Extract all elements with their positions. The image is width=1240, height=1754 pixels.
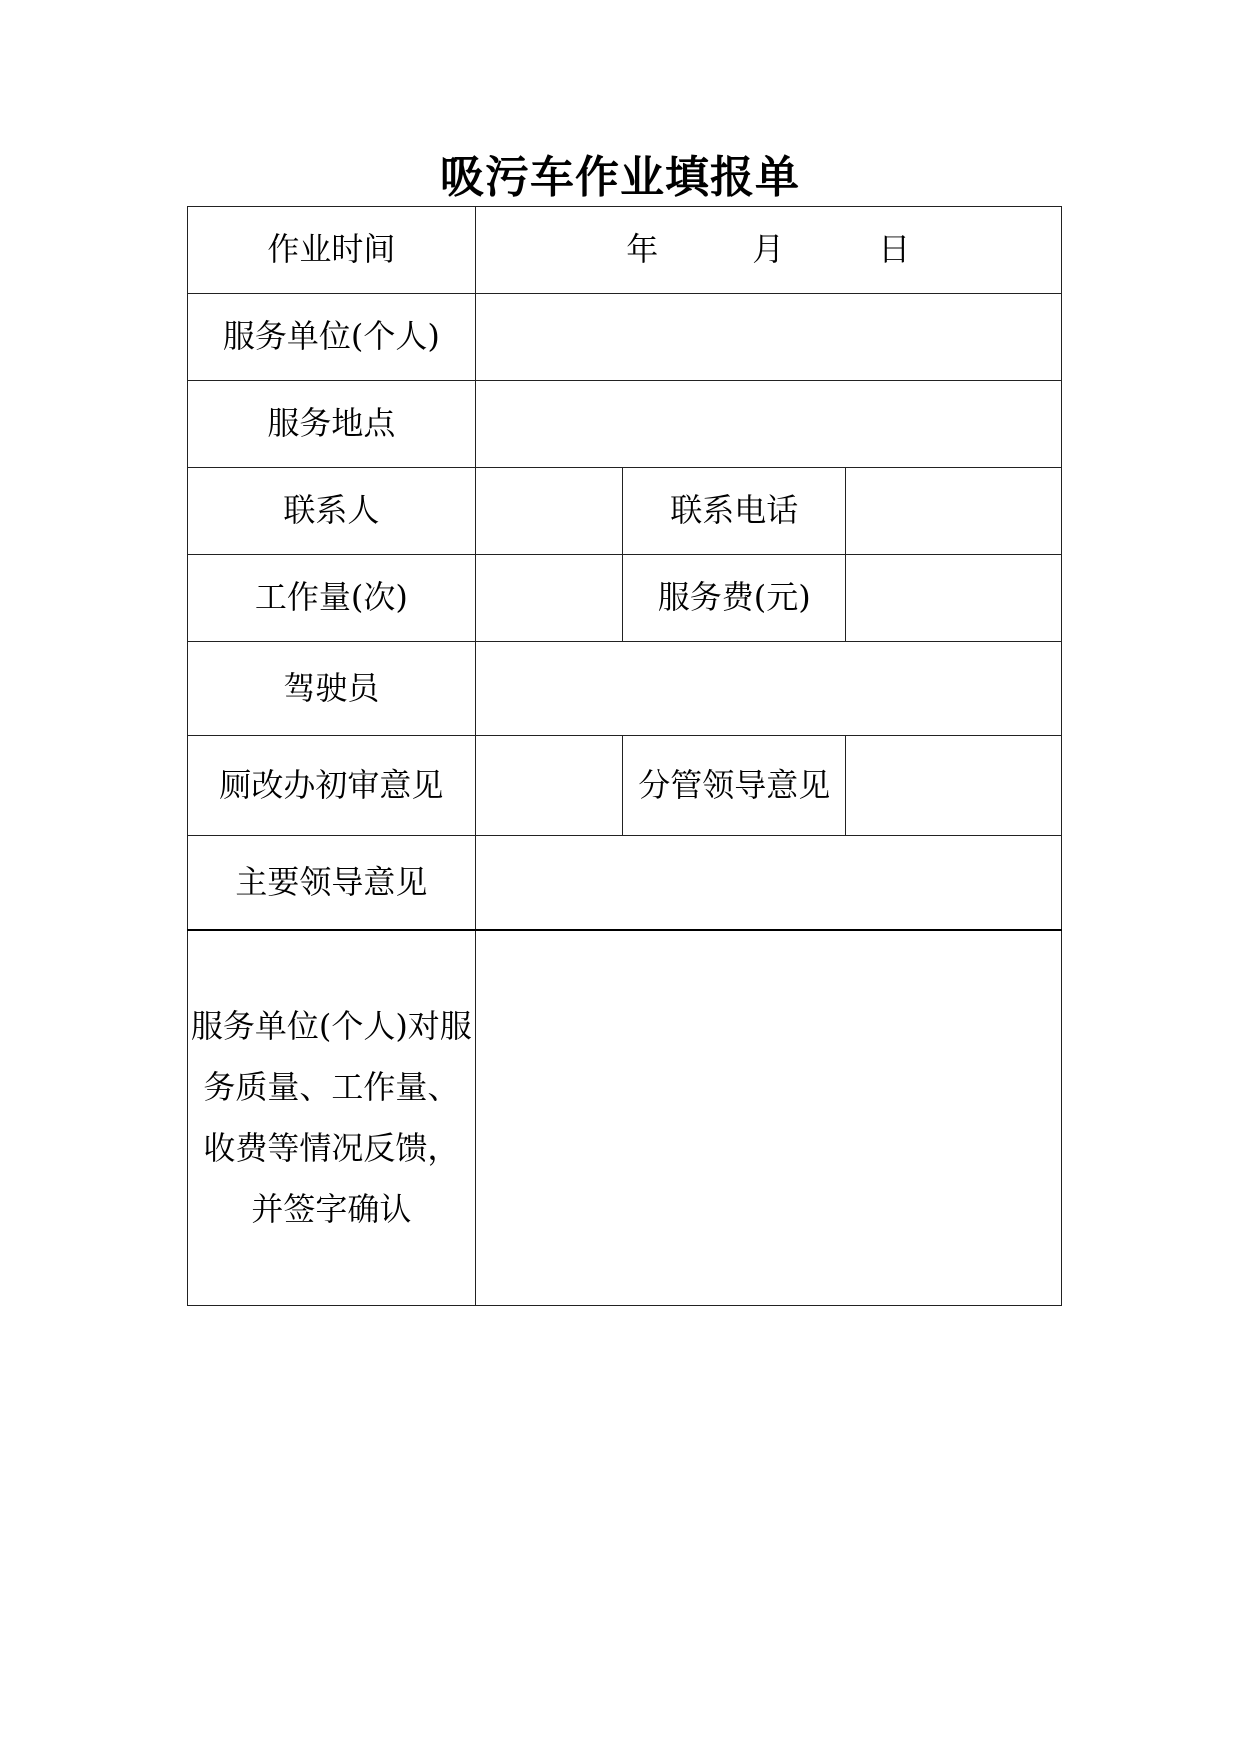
main-leader-label: 主要领导意见 bbox=[188, 836, 476, 931]
contact-label: 联系人 bbox=[188, 468, 476, 555]
workload-label: 工作量(次) bbox=[188, 555, 476, 642]
workload-field[interactable] bbox=[475, 555, 622, 642]
service-unit-field[interactable] bbox=[475, 294, 1061, 381]
day-label: 日 bbox=[878, 230, 911, 269]
row-main-leader bbox=[188, 836, 1062, 931]
contact-phone-label: 联系电话 bbox=[622, 468, 846, 555]
initial-review-field[interactable] bbox=[475, 736, 622, 836]
service-location-label: 服务地点 bbox=[188, 381, 476, 468]
contact-phone-field[interactable] bbox=[846, 468, 1062, 555]
supervising-leader-field[interactable] bbox=[846, 736, 1062, 836]
contact-field[interactable] bbox=[475, 468, 622, 555]
year-label: 年 bbox=[626, 230, 659, 269]
service-fee-label: 服务费(元) bbox=[622, 555, 846, 642]
row-workload bbox=[188, 555, 1062, 642]
service-location-field[interactable] bbox=[475, 381, 1061, 468]
feedback-field[interactable] bbox=[475, 930, 1061, 1306]
month-label: 月 bbox=[752, 230, 785, 269]
main-leader-field[interactable] bbox=[475, 836, 1061, 931]
work-time-label: 作业时间 bbox=[188, 207, 476, 294]
row-service-unit bbox=[188, 294, 1062, 381]
service-fee-field[interactable] bbox=[846, 555, 1062, 642]
row-service-location bbox=[188, 381, 1062, 468]
work-time-field[interactable] bbox=[475, 207, 1061, 294]
service-unit-label: 服务单位(个人) bbox=[188, 294, 476, 381]
page-title: 吸污车作业填报单 bbox=[440, 152, 800, 203]
feedback-label-cell bbox=[188, 930, 476, 1306]
row-contact bbox=[188, 468, 1062, 555]
supervising-leader-label: 分管领导意见 bbox=[622, 736, 846, 836]
initial-review-label: 厕改办初审意见 bbox=[188, 736, 476, 836]
feedback-label: 服务单位(个人)对服务质量、工作量、收费等情况反馈，并签字确认 bbox=[190, 1007, 472, 1228]
row-work-time bbox=[188, 207, 1062, 294]
row-review bbox=[188, 736, 1062, 836]
report-form-table bbox=[187, 206, 1062, 1306]
row-driver bbox=[188, 642, 1062, 736]
row-feedback bbox=[188, 930, 1062, 1306]
date-line bbox=[476, 229, 1061, 271]
driver-field[interactable] bbox=[475, 642, 1061, 736]
driver-label: 驾驶员 bbox=[188, 642, 476, 736]
